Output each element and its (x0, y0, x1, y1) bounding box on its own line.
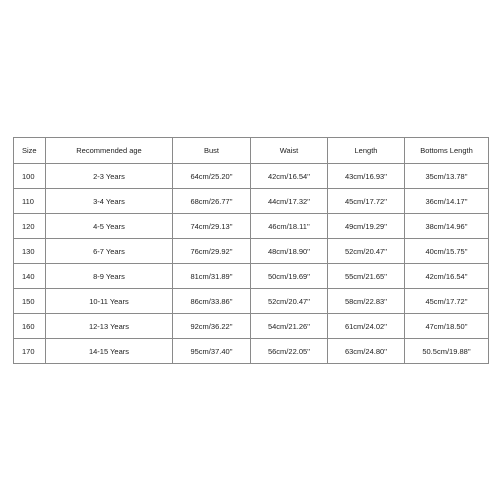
table-cell: 58cm/22.83'' (328, 289, 405, 314)
table-cell: 170 (14, 339, 46, 364)
table-row (14, 189, 489, 214)
table-cell: 38cm/14.96'' (405, 214, 489, 239)
table-cell: 81cm/31.89'' (173, 264, 251, 289)
table-row (14, 339, 489, 364)
table-cell: 8-9 Years (46, 264, 173, 289)
table-cell: 52cm/20.47'' (251, 289, 328, 314)
table-cell: 3-4 Years (46, 189, 173, 214)
table-cell: 50cm/19.69'' (251, 264, 328, 289)
table-cell: 150 (14, 289, 46, 314)
table-cell: 40cm/15.75'' (405, 239, 489, 264)
column-header: Bust (173, 138, 251, 164)
column-header: Length (328, 138, 405, 164)
table-cell: 45cm/17.72'' (405, 289, 489, 314)
table-cell: 74cm/29.13'' (173, 214, 251, 239)
table-cell: 130 (14, 239, 46, 264)
table-cell: 110 (14, 189, 46, 214)
table-cell: 160 (14, 314, 46, 339)
table-cell: 56cm/22.05'' (251, 339, 328, 364)
table-row (14, 264, 489, 289)
table-cell: 68cm/26.77'' (173, 189, 251, 214)
table-cell: 47cm/18.50'' (405, 314, 489, 339)
table-cell: 6-7 Years (46, 239, 173, 264)
column-header: Bottoms Length (405, 138, 489, 164)
table-cell: 86cm/33.86'' (173, 289, 251, 314)
table-body (14, 164, 489, 364)
table-cell: 63cm/24.80'' (328, 339, 405, 364)
table-row (14, 214, 489, 239)
table-cell: 49cm/19.29'' (328, 214, 405, 239)
table-cell: 35cm/13.78'' (405, 164, 489, 189)
table-cell: 45cm/17.72'' (328, 189, 405, 214)
table-cell: 4-5 Years (46, 214, 173, 239)
column-header: Recommended age (46, 138, 173, 164)
table-cell: 52cm/20.47'' (328, 239, 405, 264)
header-row (14, 138, 489, 164)
table-cell: 95cm/37.40'' (173, 339, 251, 364)
size-chart-table (13, 137, 489, 364)
table-row (14, 164, 489, 189)
table-cell: 42cm/16.54'' (405, 264, 489, 289)
table-cell: 10-11 Years (46, 289, 173, 314)
table-cell: 14-15 Years (46, 339, 173, 364)
table-row (14, 289, 489, 314)
table-cell: 43cm/16.93'' (328, 164, 405, 189)
table-cell: 92cm/36.22'' (173, 314, 251, 339)
column-header: Size (14, 138, 46, 164)
table-header (14, 138, 489, 164)
table-cell: 48cm/18.90'' (251, 239, 328, 264)
column-header: Waist (251, 138, 328, 164)
table-cell: 50.5cm/19.88'' (405, 339, 489, 364)
table-cell: 2-3 Years (46, 164, 173, 189)
table-cell: 44cm/17.32'' (251, 189, 328, 214)
table-cell: 36cm/14.17'' (405, 189, 489, 214)
table-cell: 12-13 Years (46, 314, 173, 339)
table-row (14, 239, 489, 264)
table-cell: 100 (14, 164, 46, 189)
table-row (14, 314, 489, 339)
table-cell: 46cm/18.11'' (251, 214, 328, 239)
table-cell: 54cm/21.26'' (251, 314, 328, 339)
table-cell: 42cm/16.54'' (251, 164, 328, 189)
table-cell: 64cm/25.20'' (173, 164, 251, 189)
table-cell: 61cm/24.02'' (328, 314, 405, 339)
table-cell: 140 (14, 264, 46, 289)
table-cell: 76cm/29.92'' (173, 239, 251, 264)
table-cell: 55cm/21.65'' (328, 264, 405, 289)
table-cell: 120 (14, 214, 46, 239)
